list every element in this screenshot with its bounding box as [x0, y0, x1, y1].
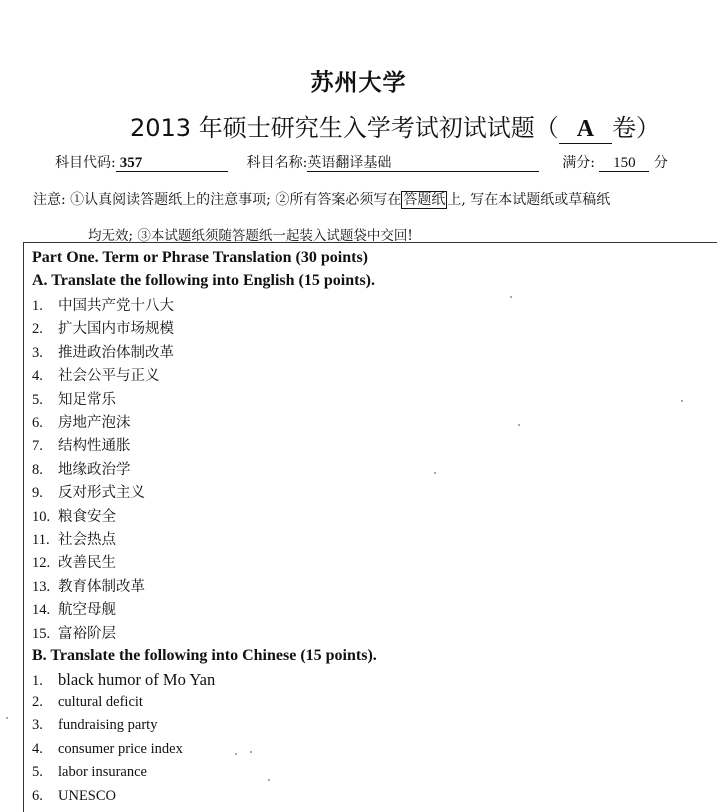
item-number: 3. — [32, 344, 43, 361]
item-text: 社会热点 — [58, 532, 116, 548]
item-text: 反对形式主义 — [58, 485, 145, 502]
item-text: 推进政治体制改革 — [58, 344, 174, 361]
list-item — [32, 341, 174, 362]
full-score-label: 满分: — [562, 155, 595, 171]
part-one-title: Part One. Term or Phrase Translation (30 points) — [32, 249, 368, 266]
list-item — [32, 294, 174, 315]
subject-name-value: 英语翻译基础 — [307, 155, 539, 172]
item-text: 知足常乐 — [58, 391, 116, 408]
item-text: cultural deficit — [58, 693, 143, 710]
item-number: 8. — [32, 461, 43, 478]
item-number: 12. — [32, 555, 51, 572]
paper-version: A — [559, 116, 612, 144]
scan-speck — [434, 472, 436, 474]
university-name: 苏州大学 — [310, 70, 407, 96]
item-text: 航空母舰 — [58, 602, 116, 619]
notice-text-b: 上, 写在本试题纸或草稿纸 — [447, 192, 611, 208]
notice-line-2: 均无效; ③本试题纸须随答题纸一起装入试题袋中交回! — [88, 228, 413, 244]
subject-code-value — [116, 155, 228, 172]
list-item — [32, 481, 145, 502]
full-score-value: 150 — [599, 155, 649, 172]
item-number: 15. — [32, 625, 51, 642]
section-a-title: A. Translate the following into English (15 points). — [32, 272, 376, 289]
list-item — [32, 388, 116, 409]
item-number: 10. — [32, 508, 51, 525]
list-item — [32, 458, 131, 479]
item-number: 2. — [32, 321, 43, 338]
item-number: 4. — [32, 368, 43, 385]
item-text: 结构性通胀 — [58, 438, 131, 455]
subject-name-label: 科目名称: — [246, 155, 308, 171]
item-number: 7. — [32, 438, 43, 455]
item-number: 5. — [32, 764, 43, 780]
exam-title — [130, 108, 660, 144]
item-number: 6. — [32, 787, 43, 804]
scan-speck — [510, 296, 512, 298]
item-text: labor insurance — [58, 764, 147, 780]
item-text: 社会公平与正义 — [58, 368, 160, 385]
exam-title-prefix: 2013 年硕士研究生入学考试初试试题（ — [130, 114, 559, 142]
item-text: 房地产泡沫 — [58, 415, 131, 431]
list-item — [32, 364, 160, 385]
list-item — [32, 317, 174, 338]
list-item — [32, 598, 116, 619]
list-item — [32, 505, 116, 526]
item-number: 1. — [32, 298, 43, 314]
list-item — [32, 670, 215, 690]
notice-text-a: 注意: ①认真阅读答题纸上的注意事项; ②所有答案必须写在 — [33, 192, 402, 208]
list-item — [32, 575, 145, 596]
item-text: 中国共产党十八大 — [58, 298, 174, 314]
item-number: 14. — [32, 602, 51, 619]
item-number: 4. — [32, 740, 43, 757]
section-b-title: B. Translate the following into Chinese (15 points). — [32, 647, 377, 664]
item-text: UNESCO — [58, 787, 117, 804]
item-text: consumer price index — [58, 740, 183, 757]
answer-sheet-boxed: 答题纸 — [403, 192, 446, 208]
exam-meta-line — [55, 152, 668, 172]
scan-speck — [250, 751, 252, 753]
item-text: 富裕阶层 — [58, 625, 116, 642]
item-number: 9. — [32, 485, 43, 502]
item-number: 1. — [32, 673, 43, 689]
notice-line-1 — [33, 189, 610, 209]
item-number: 2. — [32, 693, 43, 710]
item-text: 地缘政治学 — [58, 461, 131, 478]
scan-speck — [235, 753, 237, 755]
item-text: 教育体制改革 — [58, 578, 145, 595]
item-number: 6. — [32, 415, 43, 431]
subject-code-label: 科目代码: — [55, 155, 116, 171]
list-item — [32, 622, 116, 643]
list-item — [32, 717, 157, 734]
exam-title-suffix: 卷） — [612, 114, 661, 142]
list-item — [32, 788, 116, 805]
list-item — [32, 741, 183, 758]
subject-code-text: 357 — [119, 155, 143, 171]
list-item — [32, 434, 131, 455]
item-number: 3. — [32, 717, 43, 733]
list-item — [32, 411, 131, 432]
item-text: black humor of Mo Yan — [58, 670, 216, 689]
list-item — [32, 764, 147, 781]
item-number: 11. — [32, 532, 50, 548]
scan-speck — [268, 779, 270, 781]
item-number: 5. — [32, 391, 43, 408]
item-text: 改善民生 — [58, 555, 116, 572]
item-number: 13. — [32, 578, 51, 595]
item-text: 扩大国内市场规模 — [58, 321, 174, 338]
list-item — [32, 528, 116, 549]
list-item — [32, 694, 143, 711]
scan-speck — [681, 400, 683, 402]
list-item — [32, 551, 116, 572]
item-text: fundraising party — [58, 717, 158, 733]
scan-speck — [518, 424, 520, 426]
scan-speck — [6, 717, 8, 719]
item-text: 粮食安全 — [58, 508, 116, 525]
full-score-unit: 分 — [653, 155, 668, 171]
